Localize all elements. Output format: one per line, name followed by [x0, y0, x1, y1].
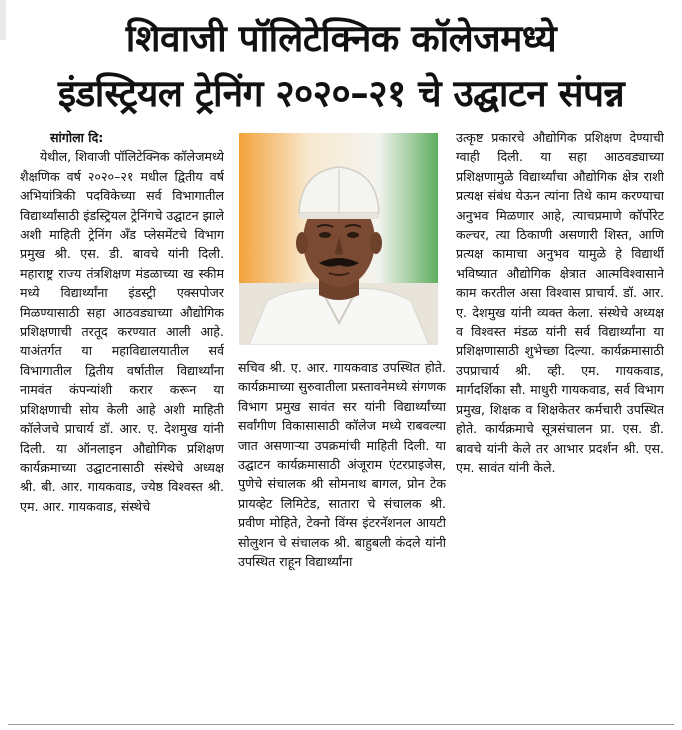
- article-column-2: [238, 358, 446, 720]
- article-column-2-text: सचिव श्री. ए. आर. गायकवाड उपस्थित होते. कार्यक्रमाच्या सुरुवातीला प्रस्तावनेमध्ये संगणक विभाग प्रमुख सावंत सर यांनी विद्यार्थ्यांच्या सर्वांगीण विकासासाठी कॉलेज मध्ये राबवल्या जात असणाऱ्या उपक्रमांची माहिती दिली. या उद्घाटन कार्यक्रमासाठी अंजूराम एंटरप्राइजेस, पुणेचे संचालक श्री सोमनाथ बागल, प्रोन टेक प्रायव्हेट लिमिटेड, सातारा चे संचालक श्री. प्रवीण मोहिते, टेक्नो विंग्स इंटरनॅशनल आयटी सोलुशन चे संचालक श्री. बाहुबली कंदले यांनी उपस्थित राहून विद्यार्थ्यांना: [238, 360, 446, 570]
- portrait-photo-icon: [239, 133, 438, 345]
- dateline: सांगोला दि:: [50, 130, 104, 145]
- article-column-3-text: उत्कृष्ट प्रकारचे औद्योगिक प्रशिक्षण देण्याची ग्वाही दिली. या सहा आठवड्याच्या प्रशिक्षणामुळे विद्यार्थ्यांचा औद्योगिक क्षेत्र राशी प्रत्यक्ष संबंध येऊन त्यांना तिथे काम करण्याचा अनुभव मिळणार आहे, त्याचप्रमाणे कॉर्पोरेट कल्चर, त्या ठिकाणी असणारी शिस्त, आणि प्रत्यक्ष कामाचा अनुभव यामुळे हे विद्यार्थी भविष्यात औद्योगिक क्षेत्रात आत्मविश्वासाने काम करतील असा विश्वास प्राचार्य. डॉ. आर. ए. देशमुख यांनी व्यक्त केला. संस्थेचे अध्यक्ष व विश्वस्त मंडळ यांनी सर्व विद्यार्थ्यांना या प्रशिक्षणासाठी शुभेच्छा दिल्या. कार्यक्रमासाठी उपप्राचार्य श्री. व्ही. एम. गायकवाड, मार्गदर्शिका सौ. माधुरी गायकवाड, सर्व विभाग प्रमुख, शिक्षक व शिक्षकेतर कर्मचारी उपस्थित होते. कार्यक्रमाचे सूत्रसंचालन प्रा. एस. डी. बावचे यांनी केले तर आभार प्रदर्शन श्री. एस. एम. सावंत यांनी केले.: [456, 130, 664, 475]
- article-column-3: [456, 128, 664, 720]
- article-column-1: [20, 128, 224, 720]
- headline-line-2: इंडस्ट्रियल ट्रेनिंग २०२०–२१ चे उद्घाटन संपन्न: [57, 72, 625, 115]
- article-column-1-text: येथील, शिवाजी पॉलिटेक्निक कॉलेजमध्ये शैक्षणिक वर्ष २०२०–२१ मधील द्वितीय वर्ष अभियांत्रिकी पदविकेच्या सर्व विभागातील विद्यार्थ्यांसाठी इंडस्ट्रियल ट्रेनिंगचे उद्घाटन झाले अशी माहिती ट्रेनिंग अँड प्लेसमेंटचे विभाग प्रमुख श्री. एस. डी. बावचे यांनी दिली. महाराष्ट्र राज्य तंत्रशिक्षण मंडळाच्या ख स्कीम मध्ये विद्यार्थ्यांना इंडस्ट्री एक्सपोजर मिळण्यासाठी सहा आठवड्याच्या औद्योगिक प्रशिक्षणाची तरतूद करण्यात आली आहे. याअंतर्गत या महाविद्यालयातील सर्व विभागातील द्वितीय वर्षातील विद्यार्थ्यांना नामवंत कंपन्यांशी करार करून या प्रशिक्षणाची सोय केली आहे अशी माहिती कॉलेजचे प्राचार्य डॉ. आर. ए. देशमुख यांनी दिली. या ऑनलाइन औद्योगिक प्रशिक्षण कार्यक्रमाच्या उद्घाटनासाठी संस्थेचे अध्यक्ष श्री. बी. आर. गायकवाड, ज्येष्ठ विश्वस्त श्री. एम. आर. गायकवाड, संस्थेचे: [20, 149, 224, 514]
- headline-line-1: शिवाजी पॉलिटेक्निक कॉलेजमध्ये: [125, 17, 557, 60]
- bottom-rule: [8, 724, 674, 725]
- portrait-photo: [239, 133, 438, 345]
